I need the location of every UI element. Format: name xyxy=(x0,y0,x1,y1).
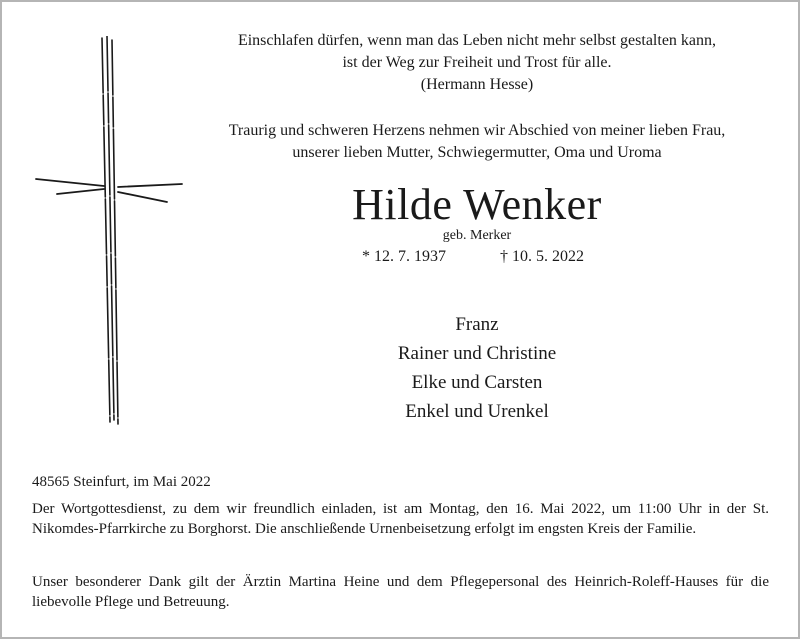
life-dates xyxy=(192,246,762,268)
quote xyxy=(192,30,762,96)
thanks-text: Unser besonderer Dank gilt der Ärztin Martina Heine und dem Pflegepersonal des Heinrich-Roleff-Hauses für die liebevolle Pflege und Betreuung. xyxy=(32,574,769,610)
death-date: † 10. 5. 2022 xyxy=(500,248,584,265)
cross-icon xyxy=(32,36,192,426)
deceased-name: Hilde Wenker xyxy=(352,180,602,229)
intro-line: Traurig und schweren Herzens nehmen wir Abschied von meiner lieben Frau, xyxy=(228,122,726,139)
quote-author: (Hermann Hesse) xyxy=(420,76,534,93)
quote-line: Einschlafen dürfen, wenn man das Leben nicht mehr selbst gestalten kann, xyxy=(237,32,717,49)
quote-line: ist der Weg zur Freiheit und Trost für alle. xyxy=(342,54,612,71)
birth-date: * 12. 7. 1937 xyxy=(362,248,446,265)
place-date: 48565 Steinfurt, im Mai 2022 xyxy=(32,474,211,490)
family-member: Elke und Carsten xyxy=(411,372,543,393)
family-list xyxy=(192,310,762,426)
birth-name: geb. Merker xyxy=(442,228,512,243)
service-info: Der Wortgottesdienst, zu dem wir freundlich einladen, ist am Montag, den 16. Mai 2022, um 11:00 Uhr in der St. Nikomdes-Pfarrkirche zu Borghorst. Die anschließende Urnenbeisetzung erfolgt im engsten Kreis der Familie. xyxy=(32,501,769,537)
family-member: Rainer und Christine xyxy=(397,343,557,364)
family-member: Franz xyxy=(455,314,499,335)
intro-line: unserer lieben Mutter, Schwiegermutter, Oma und Uroma xyxy=(292,144,662,161)
intro-text xyxy=(192,120,762,164)
family-member: Enkel und Urenkel xyxy=(405,401,549,422)
